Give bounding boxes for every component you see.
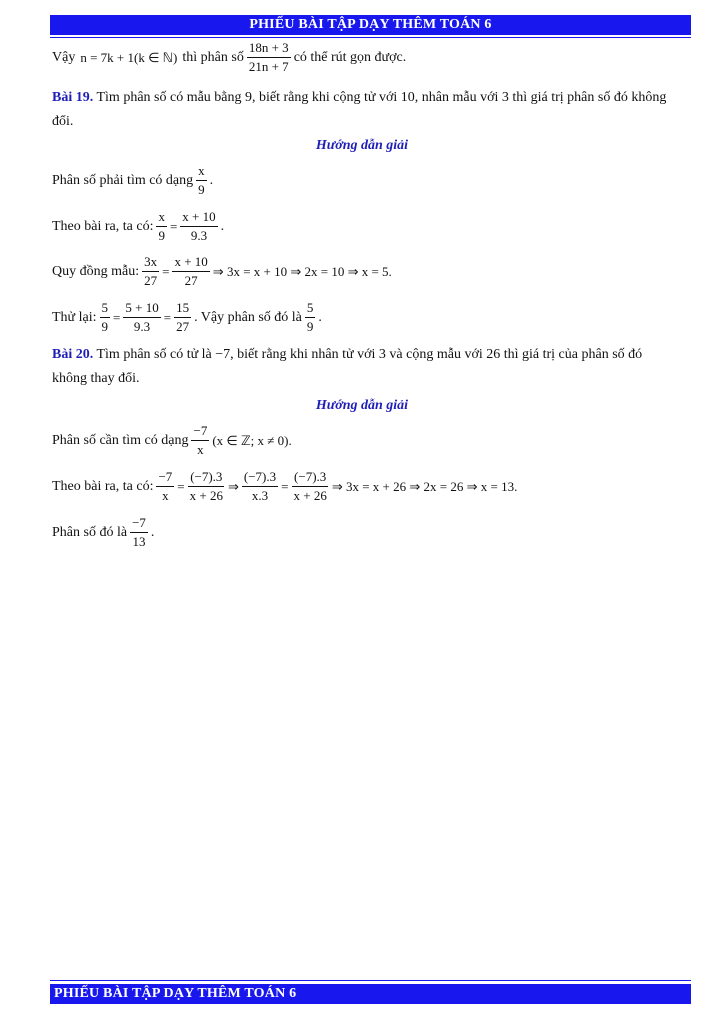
b20-s2-a-den: x [162, 488, 169, 503]
b19-s3-a-num: 3x [142, 254, 159, 272]
b20-heading: Hướng dẫn giải [315, 398, 409, 413]
b20-s2-c-den: x.3 [251, 488, 269, 503]
b19-s4-c-den: 27 [176, 319, 190, 334]
b19-problem [52, 86, 672, 134]
b20-s1-cond: (x ∈ ℤ; x ≠ 0). [212, 432, 292, 448]
b20-s1-text: Phân số cần tìm có dạng [52, 432, 189, 448]
b19-s3-a-den: 27 [144, 273, 158, 288]
b20-s1-fraction [191, 423, 209, 458]
b19-step-4 [52, 300, 322, 335]
b20-s2-b-den: x + 26 [189, 488, 223, 503]
b20-s2-frac-b [188, 469, 225, 504]
b20-label: Bài 20. [52, 347, 94, 362]
b20-step-1 [52, 423, 292, 458]
b20-s2-imp: ⇒ [227, 478, 239, 494]
footer-banner: PHIẾU BÀI TẬP DẠY THÊM TOÁN 6 [50, 984, 691, 1004]
intro-fraction-num: 18n + 3 [247, 40, 291, 58]
b19-s1-den: 9 [198, 182, 205, 197]
b20-step-2 [52, 469, 517, 504]
b20-s2-a-num: −7 [156, 469, 174, 487]
b19-s1-num: x [196, 163, 207, 181]
b19-s4-b-den: 9.3 [133, 319, 151, 334]
b19-s4-a-den: 9 [101, 319, 109, 334]
b19-s2-end: . [220, 218, 225, 234]
b19-s4-a-num: 5 [100, 300, 111, 318]
b19-s3-tail: ⇒ 3x = x + 10 ⇒ 2x = 10 ⇒ x = 5. [212, 263, 392, 279]
b20-s2-d-den: x + 26 [293, 488, 327, 503]
b20-s2-d-num: (−7).3 [292, 469, 328, 487]
b20-s2-tail: ⇒ 3x = x + 26 ⇒ 2x = 26 ⇒ x = 13. [331, 478, 518, 494]
b20-s2-text: Theo bài ra, ta có: [52, 478, 154, 494]
b19-s4-frac-c [174, 300, 191, 335]
b20-s3-end: . [150, 524, 155, 540]
footer-rule [50, 980, 691, 981]
header-rule [50, 37, 691, 38]
intro-math: n = 7k + 1(k ∈ ℕ) [80, 49, 178, 65]
b20-problem [52, 343, 672, 391]
b19-step-2 [52, 209, 224, 244]
b20-s2-eq2: = [281, 478, 289, 494]
b19-s4-frac-d [305, 300, 316, 335]
b19-s2-frac-a [156, 209, 167, 244]
b20-s2-frac-c [242, 469, 278, 504]
b19-s4-text: Thử lại: [52, 309, 97, 325]
b19-step-1 [52, 163, 213, 198]
b19-s3-frac-a [142, 254, 159, 289]
b19-problem-text: Tìm phân số có mẫu bằng 9, biết rằng khi cộng tử với 10, nhân mẫu với 3 thì giá trị phân số đó không đổi. [52, 90, 667, 129]
b19-s4-d-den: 9 [306, 319, 314, 334]
b19-s1-text: Phân số phải tìm có dạng [52, 172, 194, 188]
b19-s2-frac-b [180, 209, 217, 244]
b19-s3-b-num: x + 10 [172, 254, 209, 272]
b19-s3-text: Quy đồng mẫu: [52, 263, 140, 279]
b20-s2-frac-a [156, 469, 174, 504]
b20-step-3 [52, 515, 154, 550]
b19-s1-fraction [196, 163, 207, 198]
b19-s4-eq2: = [163, 309, 172, 325]
b20-problem-text: Tìm phân số có tử là −7, biết rằng khi nhân tử với 3 và cộng mẫu với 26 thì giá trị của phân số đó không thay đổi. [52, 347, 643, 386]
b19-s3-frac-b [172, 254, 209, 289]
b19-s2-a-num: x [156, 209, 167, 227]
b20-s3-num: −7 [130, 515, 148, 533]
b19-s4-b-num: 5 + 10 [123, 300, 160, 318]
header-banner: PHIẾU BÀI TẬP DẠY THÊM TOÁN 6 [50, 15, 691, 35]
b20-s3-den: 13 [132, 534, 146, 549]
b19-s2-eq: = [169, 218, 178, 234]
b20-s3-fraction [130, 515, 148, 550]
b20-s3-text: Phân số đó là [52, 524, 128, 540]
intro-text-3: có thể rút gọn được. [293, 49, 407, 65]
b19-heading: Hướng dẫn giải [315, 138, 409, 153]
intro-text-1: Vậy [52, 49, 76, 65]
b19-s3-eq: = [162, 263, 170, 279]
b19-s4-frac-b [123, 300, 160, 335]
b19-s4-frac-a [100, 300, 111, 335]
intro-text-2: thì phân số [182, 49, 244, 65]
intro-fraction [247, 40, 291, 75]
b19-s2-a-den: 9 [158, 228, 165, 243]
b19-s4-c-num: 15 [174, 300, 191, 318]
b19-s3-b-den: 27 [184, 273, 198, 288]
b20-s1-den: x [197, 442, 204, 457]
b19-s4-mid: . Vậy phân số đó là [194, 309, 302, 325]
b19-s2-text: Theo bài ra, ta có: [52, 218, 154, 234]
b20-s2-frac-d [291, 469, 328, 504]
b20-s2-eq: = [177, 478, 185, 494]
b20-s2-c-num: (−7).3 [242, 469, 278, 487]
b19-s2-b-den: 9.3 [190, 228, 208, 243]
b19-s4-eq1: = [113, 309, 121, 325]
b19-label: Bài 19. [52, 90, 94, 105]
b19-s4-d-num: 5 [305, 300, 316, 318]
b19-s1-end: . [209, 172, 214, 188]
b20-s2-b-num: (−7).3 [188, 469, 224, 487]
b19-s4-end: . [318, 309, 322, 325]
b20-s1-num: −7 [191, 423, 209, 441]
intro-line [52, 40, 406, 75]
b19-s2-b-num: x + 10 [180, 209, 217, 227]
b19-step-3 [52, 254, 392, 289]
intro-fraction-den: 21n + 7 [248, 59, 289, 74]
